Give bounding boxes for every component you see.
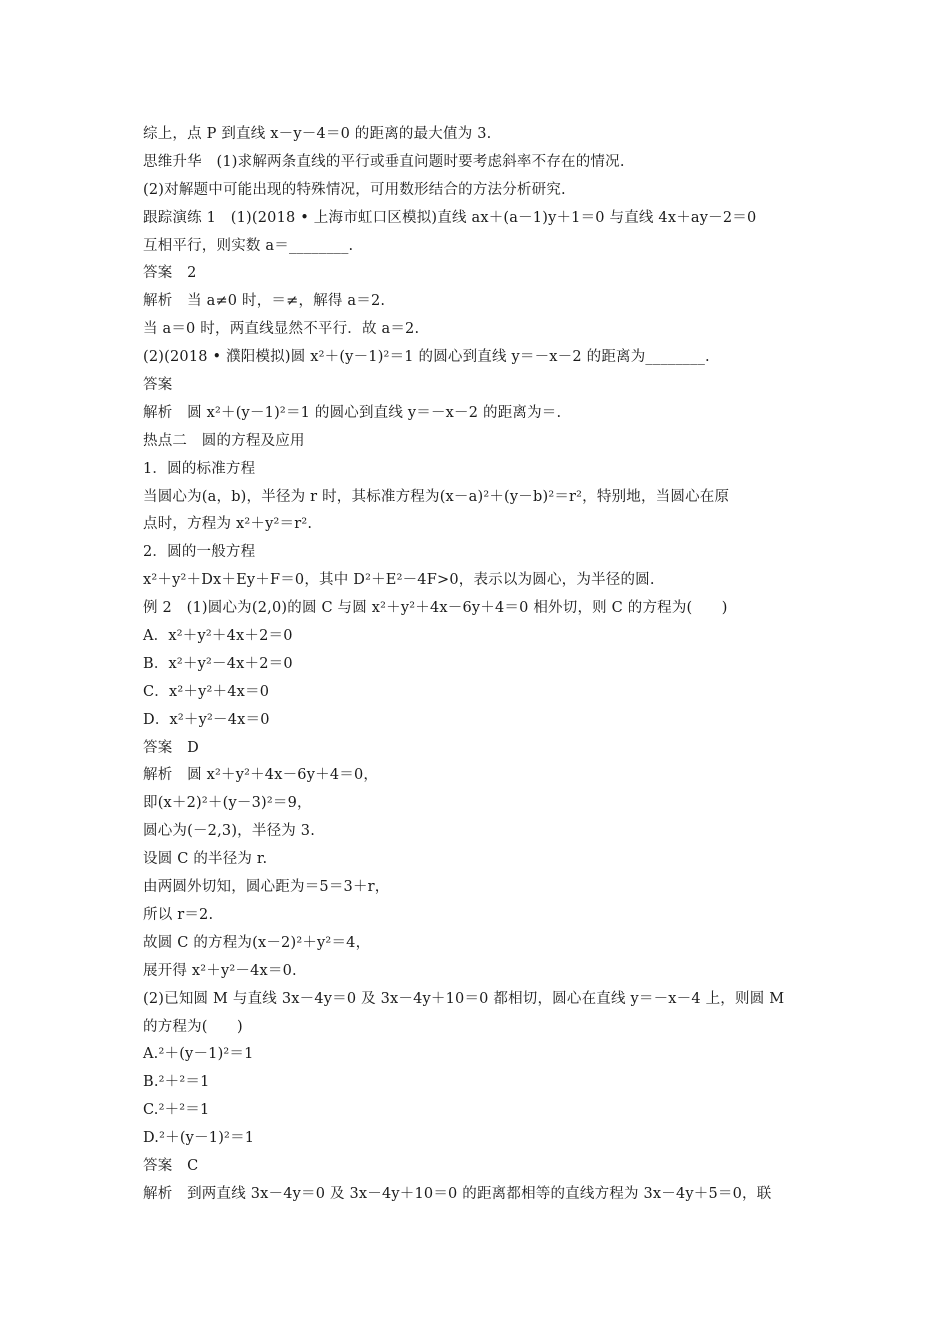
subsection-heading: 2．圆的一般方程 xyxy=(143,544,256,561)
text-line: 点时，方程为 x²＋y²＝r². xyxy=(143,516,313,533)
answer-line: 答案 2 xyxy=(143,265,197,282)
text-line: 设圆 C 的半径为 r. xyxy=(143,851,268,868)
text-line: 跟踪演练 1 (1)(2018 • 上海市虹口区模拟)直线 ax＋(a－1)y＋1＝0 与直线 4x＋ay－2＝0 xyxy=(143,209,757,226)
text-line: 由两圆外切知，圆心距为＝5＝3＋r， xyxy=(143,879,390,896)
subsection-heading: 1．圆的标准方程 xyxy=(143,460,256,477)
solution-line: 解析 到两直线 3x－4y＝0 及 3x－4y＋10＝0 的距离都相等的直线方程为 3x－4y＋5＝0，联 xyxy=(143,1185,772,1202)
option-line: A．x²＋y²＋4x＋2＝0 xyxy=(143,628,293,645)
text-line: 综上，点 P 到直线 x－y－4＝0 的距离的最大值为 3. xyxy=(143,126,492,142)
option-line: A.²＋(y－1)²＝1 xyxy=(143,1046,254,1063)
text-line: 故圆 C 的方程为(x－2)²＋y²＝4， xyxy=(143,934,371,951)
example-line: 例 2 (1)圆心为(2,0)的圆 C 与圆 x²＋y²＋4x－6y＋4＝0 相外切，则 C 的方程为( ) xyxy=(143,600,728,617)
text-line: 圆心为(－2,3)，半径为 3. xyxy=(143,823,316,840)
answer-line: 答案 D xyxy=(143,739,199,756)
text-line: (2)(2018 • 濮阳模拟)圆 x²＋(y－1)²＝1 的圆心到直线 y＝－x－2 的距离为________. xyxy=(143,349,710,366)
text-line: 当 a＝0 时，两直线显然不平行．故 a＝2. xyxy=(143,321,420,338)
text-line: 的方程为( ) xyxy=(143,1018,243,1035)
text-line: (2)已知圆 M 与直线 3x－4y＝0 及 3x－4y＋10＝0 都相切，圆心在直线 y＝－x－4 上，则圆 M xyxy=(143,990,785,1007)
solution-line: 解析 当 a≠0 时，＝≠，解得 a＝2. xyxy=(143,293,386,310)
section-heading: 热点二 圆的方程及应用 xyxy=(143,432,305,449)
text-line: 当圆心为(a，b)，半径为 r 时，其标准方程为(x－a)²＋(y－b)²＝r²，特别地，当圆心在原 xyxy=(143,488,730,505)
text-line: 即(x＋2)²＋(y－3)²＝9， xyxy=(143,795,312,812)
solution-line: 解析 圆 x²＋y²＋4x－6y＋4＝0， xyxy=(143,767,379,784)
text-line: x²＋y²＋Dx＋Ey＋F＝0，其中 D²＋E²－4F>0，表示以为圆心，为半径的圆. xyxy=(143,572,655,589)
text-line: 展开得 x²＋y²－4x＝0. xyxy=(143,962,297,979)
text-line: 思维升华 (1)求解两条直线的平行或垂直问题时要考虑斜率不存在的情况. xyxy=(143,153,625,170)
option-line: D．x²＋y²－4x＝0 xyxy=(143,711,270,728)
option-line: B.²＋²＝1 xyxy=(143,1074,210,1091)
document-body xyxy=(143,121,823,1209)
text-line: 互相平行，则实数 a＝________. xyxy=(143,237,354,254)
option-line: D.²＋(y－1)²＝1 xyxy=(143,1130,255,1147)
answer-line: 答案 xyxy=(143,377,173,394)
text-line: 所以 r＝2. xyxy=(143,906,214,923)
text-line: (2)对解题中可能出现的特殊情况，可用数形结合的方法分析研究. xyxy=(143,181,566,198)
option-line: B．x²＋y²－4x＋2＝0 xyxy=(143,655,293,672)
option-line: C.²＋²＝1 xyxy=(143,1102,210,1119)
answer-line: 答案 C xyxy=(143,1157,199,1174)
option-line: C．x²＋y²＋4x＝0 xyxy=(143,683,270,700)
solution-line: 解析 圆 x²＋(y－1)²＝1 的圆心到直线 y＝－x－2 的距离为＝. xyxy=(143,404,562,421)
